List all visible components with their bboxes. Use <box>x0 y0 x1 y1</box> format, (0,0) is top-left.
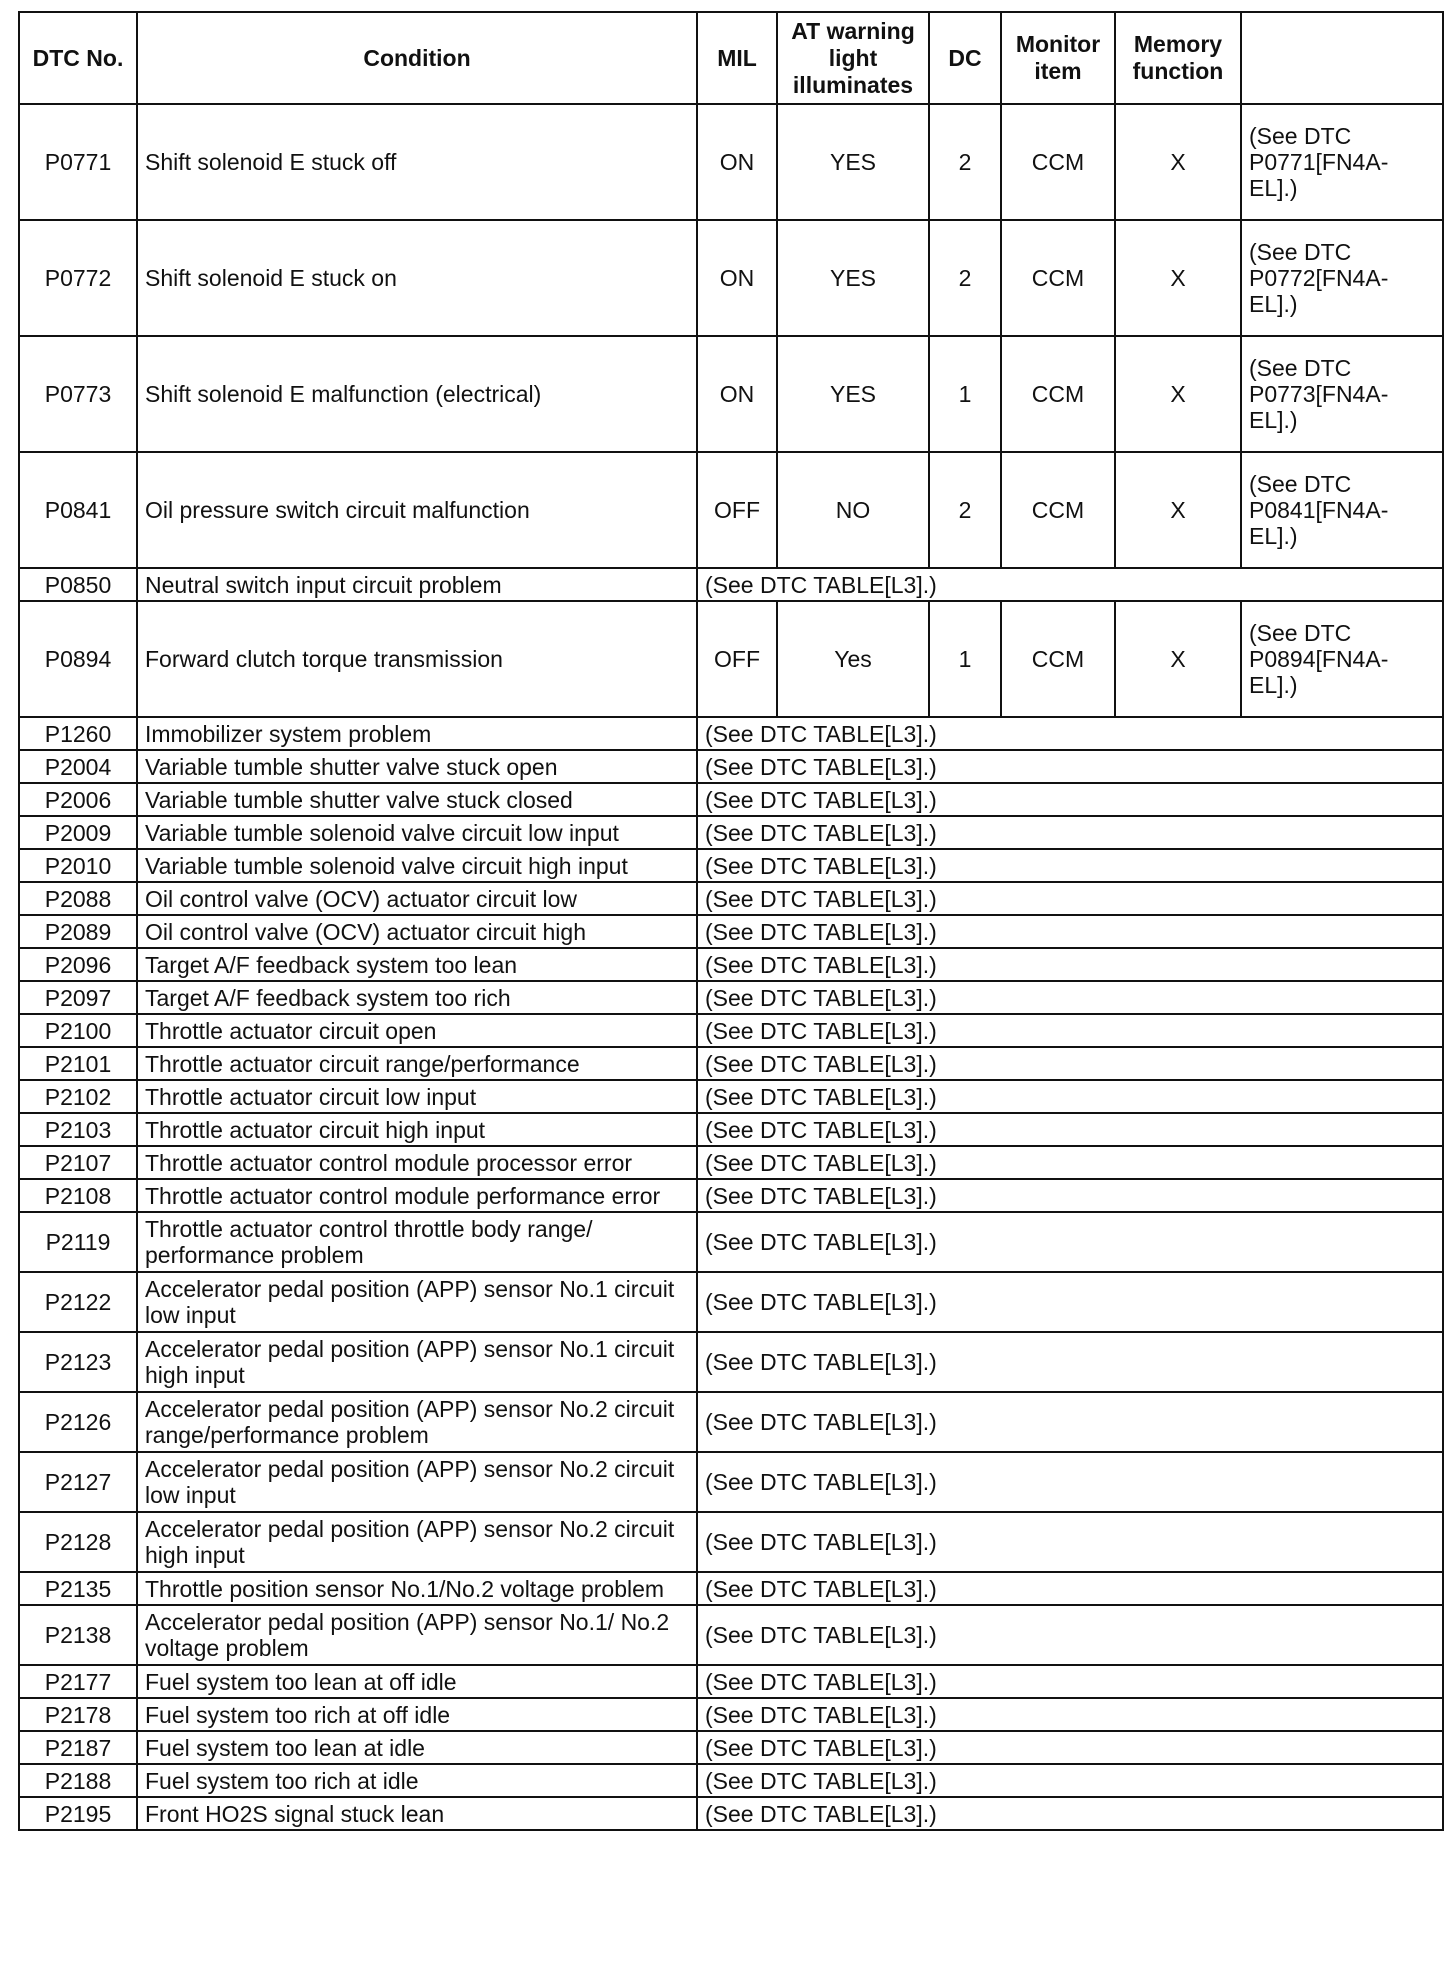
reference-link[interactable]: (See DTC TABLE[L3].) <box>697 750 1443 783</box>
condition-text: Target A/F feedback system too rich <box>137 981 697 1014</box>
monitor-item: CCM <box>1001 336 1115 452</box>
dtc-code: P2088 <box>19 882 137 915</box>
dtc-code: P2178 <box>19 1698 137 1731</box>
reference-link[interactable]: (See DTC TABLE[L3].) <box>697 1332 1443 1392</box>
dtc-code: P2123 <box>19 1332 137 1392</box>
dtc-code: P2128 <box>19 1512 137 1572</box>
reference-link[interactable]: (See DTC P0773[FN4A-EL].) <box>1241 336 1443 452</box>
condition-text: Fuel system too lean at idle <box>137 1731 697 1764</box>
reference-link[interactable]: (See DTC P0894[FN4A-EL].) <box>1241 601 1443 717</box>
reference-link[interactable]: (See DTC TABLE[L3].) <box>697 1080 1443 1113</box>
dtc-code: P2119 <box>19 1212 137 1272</box>
dc-value: 2 <box>929 220 1001 336</box>
dtc-code: P2006 <box>19 783 137 816</box>
dtc-code: P2126 <box>19 1392 137 1452</box>
table-row <box>19 816 1443 849</box>
dtc-code: P2096 <box>19 948 137 981</box>
at-warning-status: YES <box>777 336 929 452</box>
dtc-code: P2004 <box>19 750 137 783</box>
dtc-code: P0773 <box>19 336 137 452</box>
dtc-code: P2108 <box>19 1179 137 1212</box>
reference-link[interactable]: (See DTC TABLE[L3].) <box>697 1797 1443 1830</box>
condition-text: Throttle actuator circuit low input <box>137 1080 697 1113</box>
reference-link[interactable]: (See DTC TABLE[L3].) <box>697 1014 1443 1047</box>
table-row <box>19 1332 1443 1392</box>
reference-link[interactable]: (See DTC TABLE[L3].) <box>697 783 1443 816</box>
condition-text: Oil pressure switch circuit malfunction <box>137 452 697 568</box>
dc-value: 2 <box>929 104 1001 220</box>
reference-link[interactable]: (See DTC TABLE[L3].) <box>697 849 1443 882</box>
reference-link[interactable]: (See DTC TABLE[L3].) <box>697 915 1443 948</box>
table-row <box>19 783 1443 816</box>
memory-function: X <box>1115 220 1241 336</box>
reference-link[interactable]: (See DTC P0772[FN4A-EL].) <box>1241 220 1443 336</box>
table-row <box>19 601 1443 717</box>
reference-link[interactable]: (See DTC TABLE[L3].) <box>697 1272 1443 1332</box>
condition-text: Shift solenoid E stuck on <box>137 220 697 336</box>
dtc-code: P0850 <box>19 568 137 601</box>
condition-text: Accelerator pedal position (APP) sensor No.1 circuit low input <box>137 1272 697 1332</box>
monitor-item: CCM <box>1001 601 1115 717</box>
table-row <box>19 750 1443 783</box>
dtc-code: P2122 <box>19 1272 137 1332</box>
reference-link[interactable]: (See DTC TABLE[L3].) <box>697 1113 1443 1146</box>
reference-link[interactable]: (See DTC TABLE[L3].) <box>697 816 1443 849</box>
table-row <box>19 948 1443 981</box>
reference-link[interactable]: (See DTC TABLE[L3].) <box>697 1698 1443 1731</box>
mil-status: ON <box>697 336 777 452</box>
dtc-code: P1260 <box>19 717 137 750</box>
condition-text: Accelerator pedal position (APP) sensor No.2 circuit low input <box>137 1452 697 1512</box>
table-row <box>19 1113 1443 1146</box>
reference-link[interactable]: (See DTC TABLE[L3].) <box>697 1512 1443 1572</box>
at-warning-status: YES <box>777 220 929 336</box>
condition-text: Oil control valve (OCV) actuator circuit low <box>137 882 697 915</box>
dtc-code: P2097 <box>19 981 137 1014</box>
mil-status: OFF <box>697 601 777 717</box>
header-at-warning: AT warning light illuminates <box>777 12 929 104</box>
condition-text: Variable tumble solenoid valve circuit high input <box>137 849 697 882</box>
dc-value: 1 <box>929 601 1001 717</box>
dtc-code: P2138 <box>19 1605 137 1665</box>
reference-link[interactable]: (See DTC P0841[FN4A-EL].) <box>1241 452 1443 568</box>
at-warning-status: YES <box>777 104 929 220</box>
table-row <box>19 915 1443 948</box>
mil-status: OFF <box>697 452 777 568</box>
table-row <box>19 717 1443 750</box>
dtc-code: P2103 <box>19 1113 137 1146</box>
condition-text: Throttle actuator control module processor error <box>137 1146 697 1179</box>
condition-text: Accelerator pedal position (APP) sensor No.1 circuit high input <box>137 1332 697 1392</box>
reference-link[interactable]: (See DTC TABLE[L3].) <box>697 948 1443 981</box>
table-row <box>19 1272 1443 1332</box>
table-row <box>19 452 1443 568</box>
dtc-code: P2101 <box>19 1047 137 1080</box>
header-reference <box>1241 12 1443 104</box>
dtc-code: P2009 <box>19 816 137 849</box>
dc-value: 2 <box>929 452 1001 568</box>
table-row <box>19 1392 1443 1452</box>
header-row <box>19 12 1443 104</box>
dtc-code: P2100 <box>19 1014 137 1047</box>
table-row <box>19 104 1443 220</box>
condition-text: Variable tumble shutter valve stuck open <box>137 750 697 783</box>
table-row <box>19 882 1443 915</box>
reference-link[interactable]: (See DTC TABLE[L3].) <box>697 1731 1443 1764</box>
condition-text: Oil control valve (OCV) actuator circuit high <box>137 915 697 948</box>
table-row <box>19 1764 1443 1797</box>
table-row <box>19 1605 1443 1665</box>
condition-text: Accelerator pedal position (APP) sensor No.2 circuit range/performance problem <box>137 1392 697 1452</box>
table-row <box>19 1797 1443 1830</box>
header-mil: MIL <box>697 12 777 104</box>
reference-link[interactable]: (See DTC TABLE[L3].) <box>697 1665 1443 1698</box>
dtc-code: P0771 <box>19 104 137 220</box>
memory-function: X <box>1115 336 1241 452</box>
reference-link[interactable]: (See DTC TABLE[L3].) <box>697 568 1443 601</box>
dtc-code: P0894 <box>19 601 137 717</box>
table-row <box>19 981 1443 1014</box>
reference-link[interactable]: (See DTC TABLE[L3].) <box>697 1452 1443 1512</box>
condition-text: Variable tumble solenoid valve circuit low input <box>137 816 697 849</box>
monitor-item: CCM <box>1001 220 1115 336</box>
dtc-code: P2010 <box>19 849 137 882</box>
memory-function: X <box>1115 452 1241 568</box>
table-row <box>19 568 1443 601</box>
dtc-code: P0772 <box>19 220 137 336</box>
table-row <box>19 1179 1443 1212</box>
dtc-code: P2188 <box>19 1764 137 1797</box>
header-condition: Condition <box>137 12 697 104</box>
mil-status: ON <box>697 220 777 336</box>
condition-text: Variable tumble shutter valve stuck closed <box>137 783 697 816</box>
header-memory-function: Memory function <box>1115 12 1241 104</box>
condition-text: Fuel system too lean at off idle <box>137 1665 697 1698</box>
mil-status: ON <box>697 104 777 220</box>
dtc-code: P2135 <box>19 1572 137 1605</box>
at-warning-status: Yes <box>777 601 929 717</box>
header-dc: DC <box>929 12 1001 104</box>
table-row <box>19 1512 1443 1572</box>
table-row <box>19 1080 1443 1113</box>
dtc-code: P2089 <box>19 915 137 948</box>
condition-text: Accelerator pedal position (APP) sensor No.1/ No.2 voltage problem <box>137 1605 697 1665</box>
simple-rows <box>19 717 1443 1830</box>
dtc-code: P2127 <box>19 1452 137 1512</box>
dtc-code: P0841 <box>19 452 137 568</box>
dc-value: 1 <box>929 336 1001 452</box>
condition-text: Target A/F feedback system too lean <box>137 948 697 981</box>
table-row <box>19 336 1443 452</box>
at-warning-status: NO <box>777 452 929 568</box>
monitor-item: CCM <box>1001 104 1115 220</box>
reference-link[interactable]: (See DTC TABLE[L3].) <box>697 1572 1443 1605</box>
table-row <box>19 1572 1443 1605</box>
reference-link[interactable]: (See DTC TABLE[L3].) <box>697 981 1443 1014</box>
table-row <box>19 849 1443 882</box>
table-row <box>19 1146 1443 1179</box>
dtc-code: P2187 <box>19 1731 137 1764</box>
table-row <box>19 1014 1443 1047</box>
condition-text: Forward clutch torque transmission <box>137 601 697 717</box>
table-row <box>19 1731 1443 1764</box>
condition-text: Throttle actuator circuit high input <box>137 1113 697 1146</box>
dtc-code: P2195 <box>19 1797 137 1830</box>
condition-text: Shift solenoid E malfunction (electrical) <box>137 336 697 452</box>
table-row <box>19 1665 1443 1698</box>
table-row <box>19 1212 1443 1272</box>
dtc-table <box>18 11 1444 1831</box>
dtc-code: P2102 <box>19 1080 137 1113</box>
reference-link[interactable]: (See DTC TABLE[L3].) <box>697 717 1443 750</box>
reference-link[interactable]: (See DTC TABLE[L3].) <box>697 882 1443 915</box>
reference-link[interactable]: (See DTC TABLE[L3].) <box>697 1212 1443 1272</box>
condition-text: Neutral switch input circuit problem <box>137 568 697 601</box>
condition-text: Throttle actuator control throttle body range/ performance problem <box>137 1212 697 1272</box>
reference-link[interactable]: (See DTC TABLE[L3].) <box>697 1605 1443 1665</box>
condition-text: Accelerator pedal position (APP) sensor No.2 circuit high input <box>137 1512 697 1572</box>
condition-text: Throttle actuator circuit range/performance <box>137 1047 697 1080</box>
monitor-item: CCM <box>1001 452 1115 568</box>
dtc-code: P2107 <box>19 1146 137 1179</box>
condition-text: Fuel system too rich at off idle <box>137 1698 697 1731</box>
condition-text: Shift solenoid E stuck off <box>137 104 697 220</box>
memory-function: X <box>1115 104 1241 220</box>
reference-link[interactable]: (See DTC TABLE[L3].) <box>697 1764 1443 1797</box>
reference-link[interactable]: (See DTC TABLE[L3].) <box>697 1392 1443 1452</box>
dtc-code: P2177 <box>19 1665 137 1698</box>
header-dtc-no: DTC No. <box>19 12 137 104</box>
condition-text: Throttle position sensor No.1/No.2 voltage problem <box>137 1572 697 1605</box>
header-monitor-item: Monitor item <box>1001 12 1115 104</box>
condition-text: Front HO2S signal stuck lean <box>137 1797 697 1830</box>
condition-text: Fuel system too rich at idle <box>137 1764 697 1797</box>
table-row <box>19 1047 1443 1080</box>
reference-link[interactable]: (See DTC P0771[FN4A-EL].) <box>1241 104 1443 220</box>
table-row <box>19 1452 1443 1512</box>
memory-function: X <box>1115 601 1241 717</box>
reference-link[interactable]: (See DTC TABLE[L3].) <box>697 1179 1443 1212</box>
reference-link[interactable]: (See DTC TABLE[L3].) <box>697 1047 1443 1080</box>
table-row <box>19 220 1443 336</box>
condition-text: Throttle actuator circuit open <box>137 1014 697 1047</box>
condition-text: Throttle actuator control module performance error <box>137 1179 697 1212</box>
reference-link[interactable]: (See DTC TABLE[L3].) <box>697 1146 1443 1179</box>
condition-text: Immobilizer system problem <box>137 717 697 750</box>
table-row <box>19 1698 1443 1731</box>
